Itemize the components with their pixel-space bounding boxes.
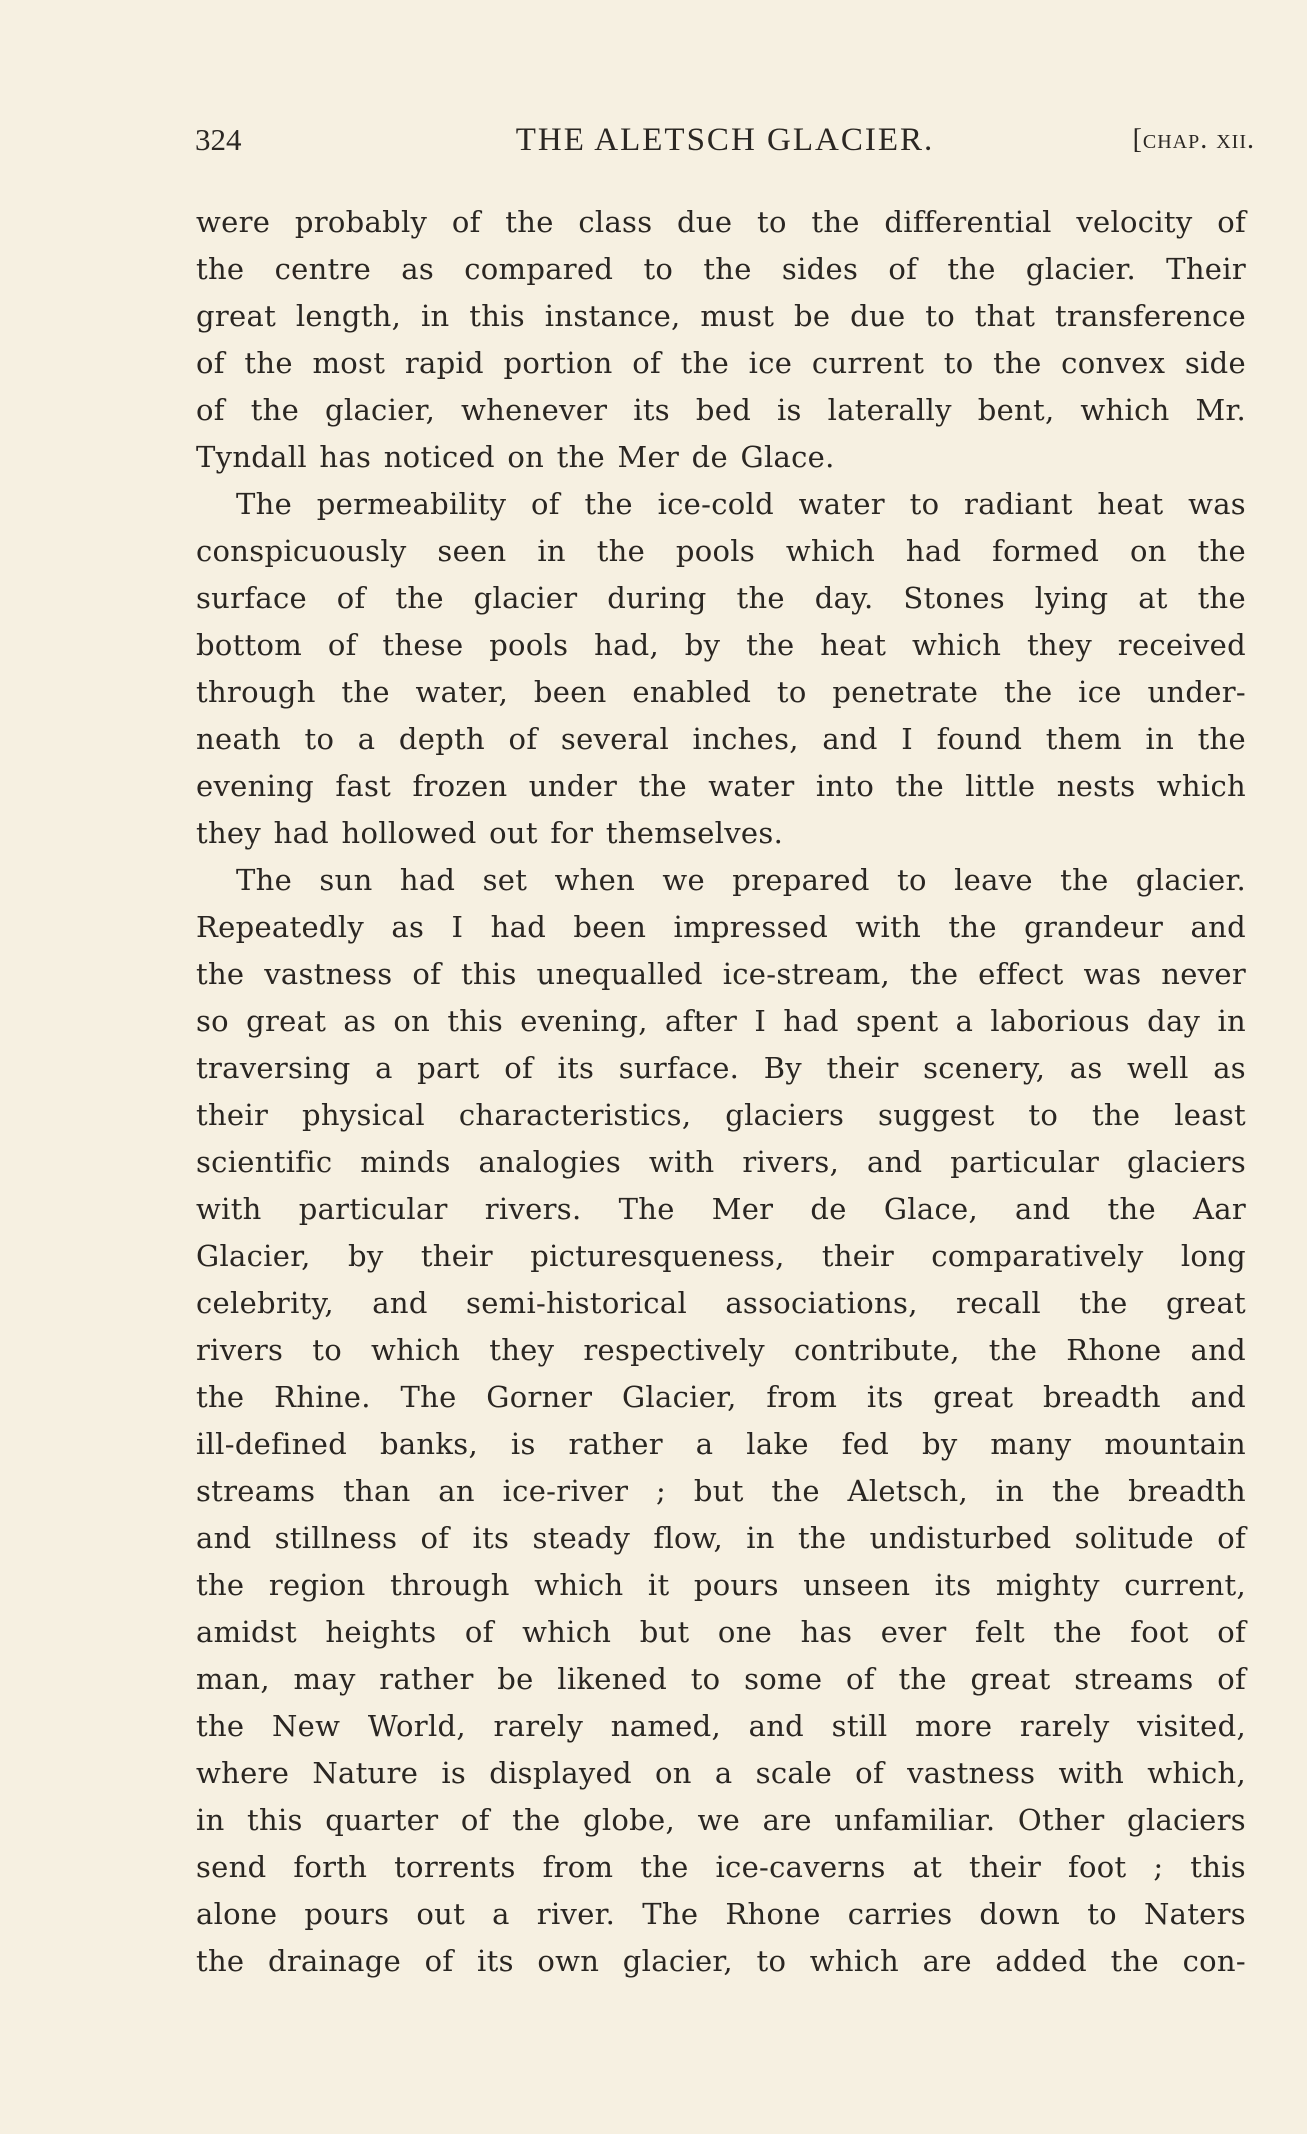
text-line: of the most rapid portion of the ice current to the convex side [196,346,1246,380]
text-line: neath to a depth of several inches, and I found them in the [196,722,1246,756]
page-number: 324 [195,122,242,157]
text-line: the vastness of this unequalled ice-stream, the effect was never [196,957,1246,991]
text-line: rivers to which they respectively contribute, the Rhone and [196,1333,1246,1367]
text-line: The sun had set when we prepared to leave the glacier. [236,863,1246,897]
text-line: streams than an ice-river ; but the Aletsch, in the breadth [196,1474,1246,1508]
text-line: Glacier, by their picturesqueness, their comparatively long [196,1239,1246,1273]
text-line: The permeability of the ice-cold water to radiant heat was [236,487,1246,521]
text-line: surface of the glacier during the day. Stones lying at the [196,581,1246,615]
running-title: THE ALETSCH GLACIER. [515,122,935,158]
text-line: amidst heights of which but one has ever felt the foot of [196,1615,1246,1649]
text-line: and stillness of its steady flow, in the undisturbed solitude of [196,1521,1246,1555]
text-line: with particular rivers. The Mer de Glace, and the Aar [196,1192,1246,1226]
text-line: scientific minds analogies with rivers, and particular glaciers [196,1145,1246,1179]
text-line: Repeatedly as I had been impressed with the grandeur and [196,910,1246,944]
text-line: alone pours out a river. The Rhone carries down to Naters [196,1897,1246,1931]
text-line: the centre as compared to the sides of the glacier. Their [196,252,1246,286]
text-line: were probably of the class due to the differential velocity of [196,205,1246,239]
chapter-label: [chap. xii. [1132,124,1255,155]
text-line: Tyndall has noticed on the Mer de Glace. [196,440,835,474]
text-line: man, may rather be likened to some of the great streams of [196,1662,1246,1696]
text-line: the Rhine. The Gorner Glacier, from its great breadth and [196,1380,1246,1414]
text-line: ill-defined banks, is rather a lake fed by many mountain [196,1427,1246,1461]
text-line: the New World, rarely named, and still more rarely visited, [196,1709,1246,1743]
text-line: traversing a part of its surface. By their scenery, as well as [196,1051,1246,1085]
text-line: great length, in this instance, must be due to that transference [196,299,1246,333]
text-line: celebrity, and semi-historical associations, recall the great [196,1286,1246,1320]
text-line: of the glacier, whenever its bed is laterally bent, which Mr. [196,393,1246,427]
text-line: through the water, been enabled to penetrate the ice under- [196,675,1246,709]
text-line: in this quarter of the globe, we are unfamiliar. Other glaciers [196,1803,1246,1837]
text-line: evening fast frozen under the water into the little nests which [196,769,1246,803]
text-line: conspicuously seen in the pools which had formed on the [196,534,1246,568]
text-line: bottom of these pools had, by the heat which they received [196,628,1246,662]
running-head [195,122,1255,166]
body-text [196,199,1246,1985]
text-line: where Nature is displayed on a scale of vastness with which, [196,1756,1246,1790]
text-line: their physical characteristics, glaciers suggest to the least [196,1098,1246,1132]
text-line: send forth torrents from the ice-caverns at their foot ; this [196,1850,1246,1884]
text-line: so great as on this evening, after I had spent a laborious day in [196,1004,1246,1038]
text-line: the drainage of its own glacier, to which are added the con- [196,1944,1246,1978]
text-line: the region through which it pours unseen its mighty current, [196,1568,1246,1602]
text-line: they had hollowed out for themselves. [196,816,784,850]
